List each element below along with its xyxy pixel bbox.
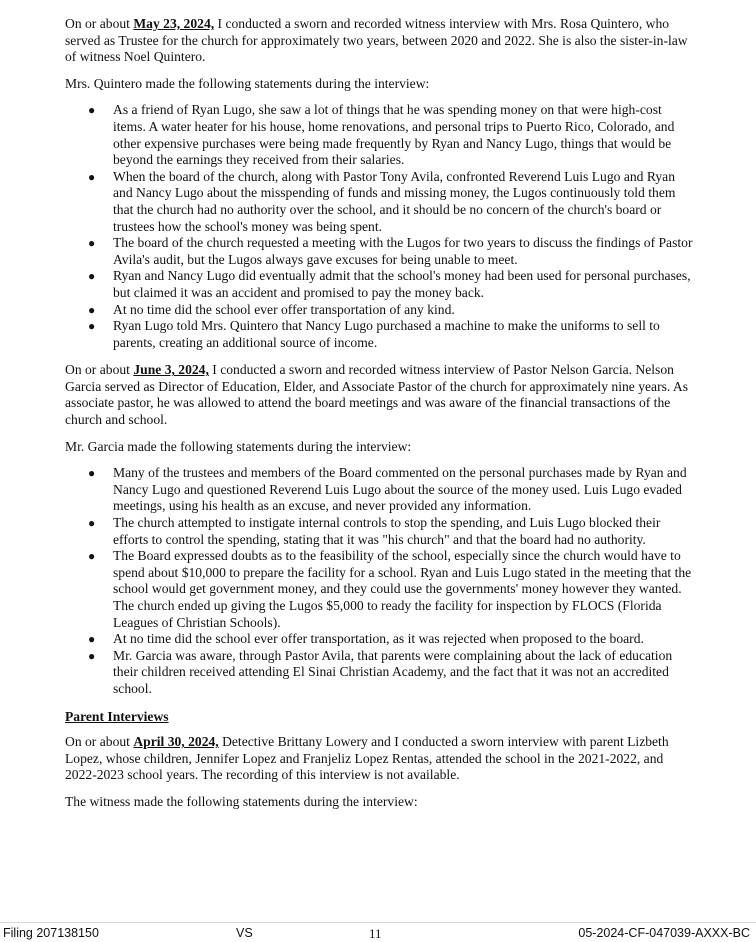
footer-vs: VS xyxy=(236,926,253,940)
interview-date: June 3, 2024, xyxy=(133,362,209,378)
list-item: ● Ryan and Nancy Lugo did eventually admit that the school's money had been used for personal purchases, but claimed it was an accident and promised to pay the money back. xyxy=(88,268,691,300)
filing-number: Filing 207138150 xyxy=(3,926,99,940)
interview-date: April 30, 2024, xyxy=(133,734,219,750)
bullet-icon: ● xyxy=(88,648,96,663)
section-heading: Parent Interviews xyxy=(65,708,169,724)
paragraph-garcia-intro: On or about June 3, 2024, I conducted a sworn and recorded witness interview of Pastor Nelson Garcia. Nelson Garcia served as Director of Education, Elder, and Associate Pastor of the church for approximately nine years. As associate pastor, he was allowed to attend the board meetings and was aware of the financial transactions of the church and school. xyxy=(65,362,689,428)
list-item: ● Mr. Garcia was aware, through Pastor Avila, that parents were complaining about the lack of education their children received attending El Sinai Christian Academy, and the fact that it was not an accredited school. xyxy=(88,647,673,696)
paragraph-quintero-statements: Mrs. Quintero made the following statements during the interview: xyxy=(65,75,430,91)
list-item: ● The board of the church requested a meeting with the Lugos for two years to discuss the findings of Pastor Avila's audit, but the Lugos always gave excuses for being unable to meet. xyxy=(88,235,693,267)
quintero-statements-list xyxy=(65,102,697,351)
page-footer xyxy=(0,924,756,942)
list-item: ● At no time did the school ever offer transportation, as it was rejected when proposed to the board. xyxy=(88,631,644,647)
bullet-icon: ● xyxy=(88,466,96,481)
interview-date: May 23, 2024, xyxy=(133,16,215,31)
bullet-icon: ● xyxy=(88,169,96,184)
list-item: ● At no time did the school ever offer transportation of any kind. xyxy=(88,301,455,317)
list-item: ● The church attempted to instigate internal controls to stop the spending, and Luis Lugo blocked their efforts to control the spending, stating that it was "his church" and that the board had no authority. xyxy=(88,515,661,547)
list-item: ● As a friend of Ryan Lugo, she saw a lot of things that he was spending money on that were high-cost items. A water heater for his house, home renovations, and personal trips to Puerto Rico, Colorado, and other expensive purchases were being made frequently by Ryan and Nancy Lugo, things that would be beyond the earnings they received from their salaries. xyxy=(88,102,675,168)
bullet-icon: ● xyxy=(88,549,96,564)
footer-divider xyxy=(0,922,756,923)
case-number: 05-2024-CF-047039-AXXX-BC xyxy=(578,926,750,940)
document-body xyxy=(65,16,697,821)
list-item: ● Ryan Lugo told Mrs. Quintero that Nancy Lugo purchased a machine to make the uniforms to sell to parents, creating an additional source of income. xyxy=(88,318,660,350)
list-item: ● Many of the trustees and members of the Board commented on the personal purchases made by Ryan and Nancy Lugo and questioned Reverend Luis Lugo about the source of the money used. Luis Lugo evaded meetings, using his health as an excuse, and never provided any information. xyxy=(88,465,687,514)
bullet-icon: ● xyxy=(88,516,96,531)
bullet-icon: ● xyxy=(88,632,96,647)
paragraph-lopez-statements: The witness made the following statements during the interview: xyxy=(65,793,418,809)
paragraph-garcia-statements: Mr. Garcia made the following statements during the interview: xyxy=(65,438,412,454)
page-number: 11 xyxy=(369,926,382,941)
paragraph-quintero-intro: On or about May 23, 2024, I conducted a sworn and recorded witness interview with Mrs. Rosa Quintero, who served as Trustee for the church for approximately two years, between 2020 and 2022. She is also the sister-in-law of witness Noel Quintero. xyxy=(65,16,688,65)
bullet-icon: ● xyxy=(88,269,96,284)
bullet-icon: ● xyxy=(88,319,96,334)
bullet-icon: ● xyxy=(88,236,96,251)
paragraph-lopez-intro: On or about April 30, 2024, Detective Brittany Lowery and I conducted a sworn interview with parent Lizbeth Lopez, whose children, Jennifer Lopez and Franjeliz Lopez Rentas, attended the school in the 2021-2022, and 2022-2023 school years. The recording of this interview is not available. xyxy=(65,734,669,783)
bullet-icon: ● xyxy=(88,103,96,118)
list-item: ● The Board expressed doubts as to the feasibility of the school, especially since the church would have to spend about $10,000 to prepare the facility for a school. Ryan and Luis Lugo stated in the meeting that the school would get government money, and they could use the governments' money however they wanted. The church ended up giving the Lugos $5,000 to ready the facility for inspection by FLOCS (Florida Leagues of Christian Schools). xyxy=(88,548,692,630)
bullet-icon: ● xyxy=(88,302,96,317)
list-item: ● When the board of the church, along with Pastor Tony Avila, confronted Reverend Luis Lugo and Ryan and Nancy Lugo about the misspending of funds and missing money, the Lugos continuously told them that the church had no authority over the school, and it should be no concern of the church's board or trustees how the school's money was being spent. xyxy=(88,168,676,234)
garcia-statements-list xyxy=(65,465,697,697)
